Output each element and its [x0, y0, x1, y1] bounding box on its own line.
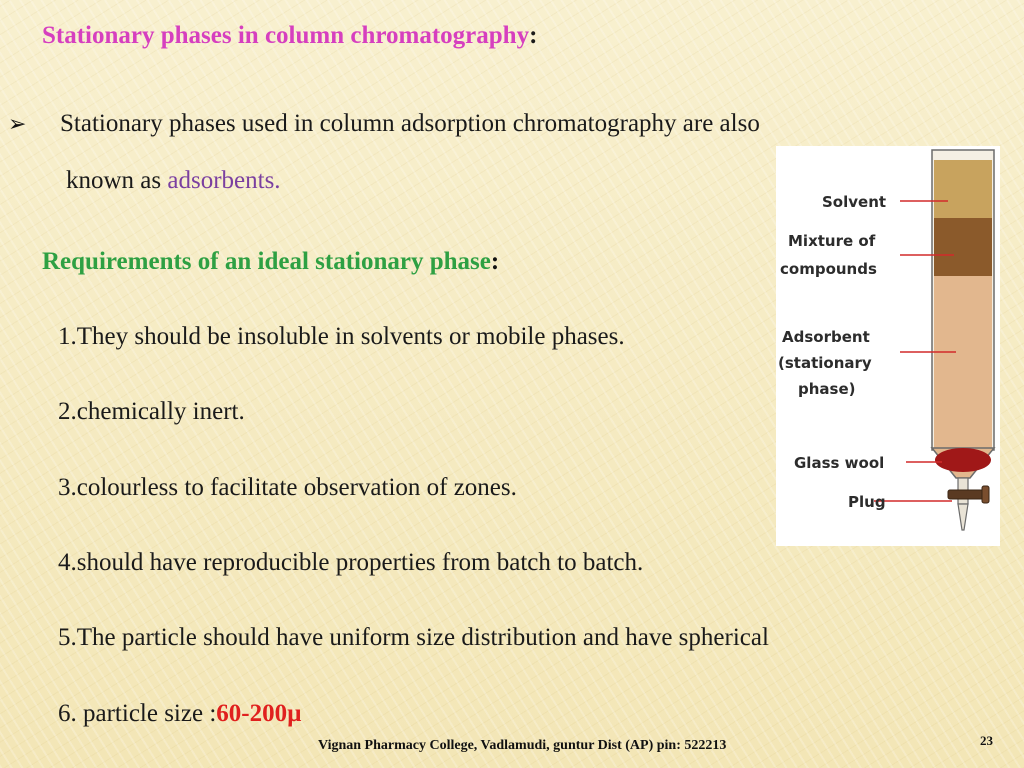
plug-label: Plug	[848, 493, 886, 511]
requirement-item: 1.They should be insoluble in solvents or mobile phases.	[58, 323, 625, 350]
footer-text: Vignan Pharmacy College, Vadlamudi, guntur Dist (AP) pin: 522213	[318, 738, 727, 753]
particle-size-prefix: 6. particle size :	[58, 700, 217, 727]
page-number: 23	[980, 733, 993, 748]
column-diagram-svg	[776, 146, 1000, 546]
adsorbent-label-line3: phase)	[798, 380, 856, 398]
particle-size-value: 60-200µ	[216, 700, 302, 727]
adsorbent-label-line2: (stationary	[778, 354, 872, 372]
adsorbents-highlight: adsorbents.	[167, 167, 281, 194]
plug-handle	[982, 486, 989, 503]
adsorbent-layer	[934, 276, 992, 448]
requirements-heading-colon: :	[490, 248, 500, 275]
slide-title-colon: :	[529, 22, 538, 49]
requirement-item: 5.The particle should have uniform size distribution and have spherical	[58, 624, 769, 651]
requirement-item: 3.colourless to facilitate observation of zones.	[58, 474, 517, 501]
adsorbent-label-line1: Adsorbent	[782, 328, 870, 346]
requirement-item: 4.should have reproducible properties from batch to batch.	[58, 549, 644, 576]
column-tip	[958, 504, 968, 530]
slide-title-text: Stationary phases in column chromatography	[42, 22, 530, 49]
slide-title	[42, 22, 537, 50]
particle-size-item	[58, 700, 302, 728]
bullet-line-1: Stationary phases used in column adsorption chromatography are also	[60, 110, 760, 137]
mixture-label-line2: compounds	[780, 260, 877, 278]
mixture-layer	[934, 218, 992, 276]
arrow-bullet-icon: ➢	[8, 112, 27, 137]
solvent-layer	[934, 160, 992, 218]
bullet-line-2	[66, 167, 281, 195]
solvent-label: Solvent	[822, 193, 887, 211]
column-diagram	[776, 146, 1000, 546]
requirements-heading	[42, 248, 499, 276]
glass-wool-layer	[935, 448, 991, 472]
mixture-label-line1: Mixture of	[788, 232, 876, 250]
requirements-heading-text: Requirements of an ideal stationary phase	[42, 248, 491, 275]
bullet-line-2-prefix: known as	[66, 167, 168, 194]
requirement-item: 2.chemically inert.	[58, 398, 245, 425]
glass-wool-label: Glass wool	[794, 454, 885, 472]
